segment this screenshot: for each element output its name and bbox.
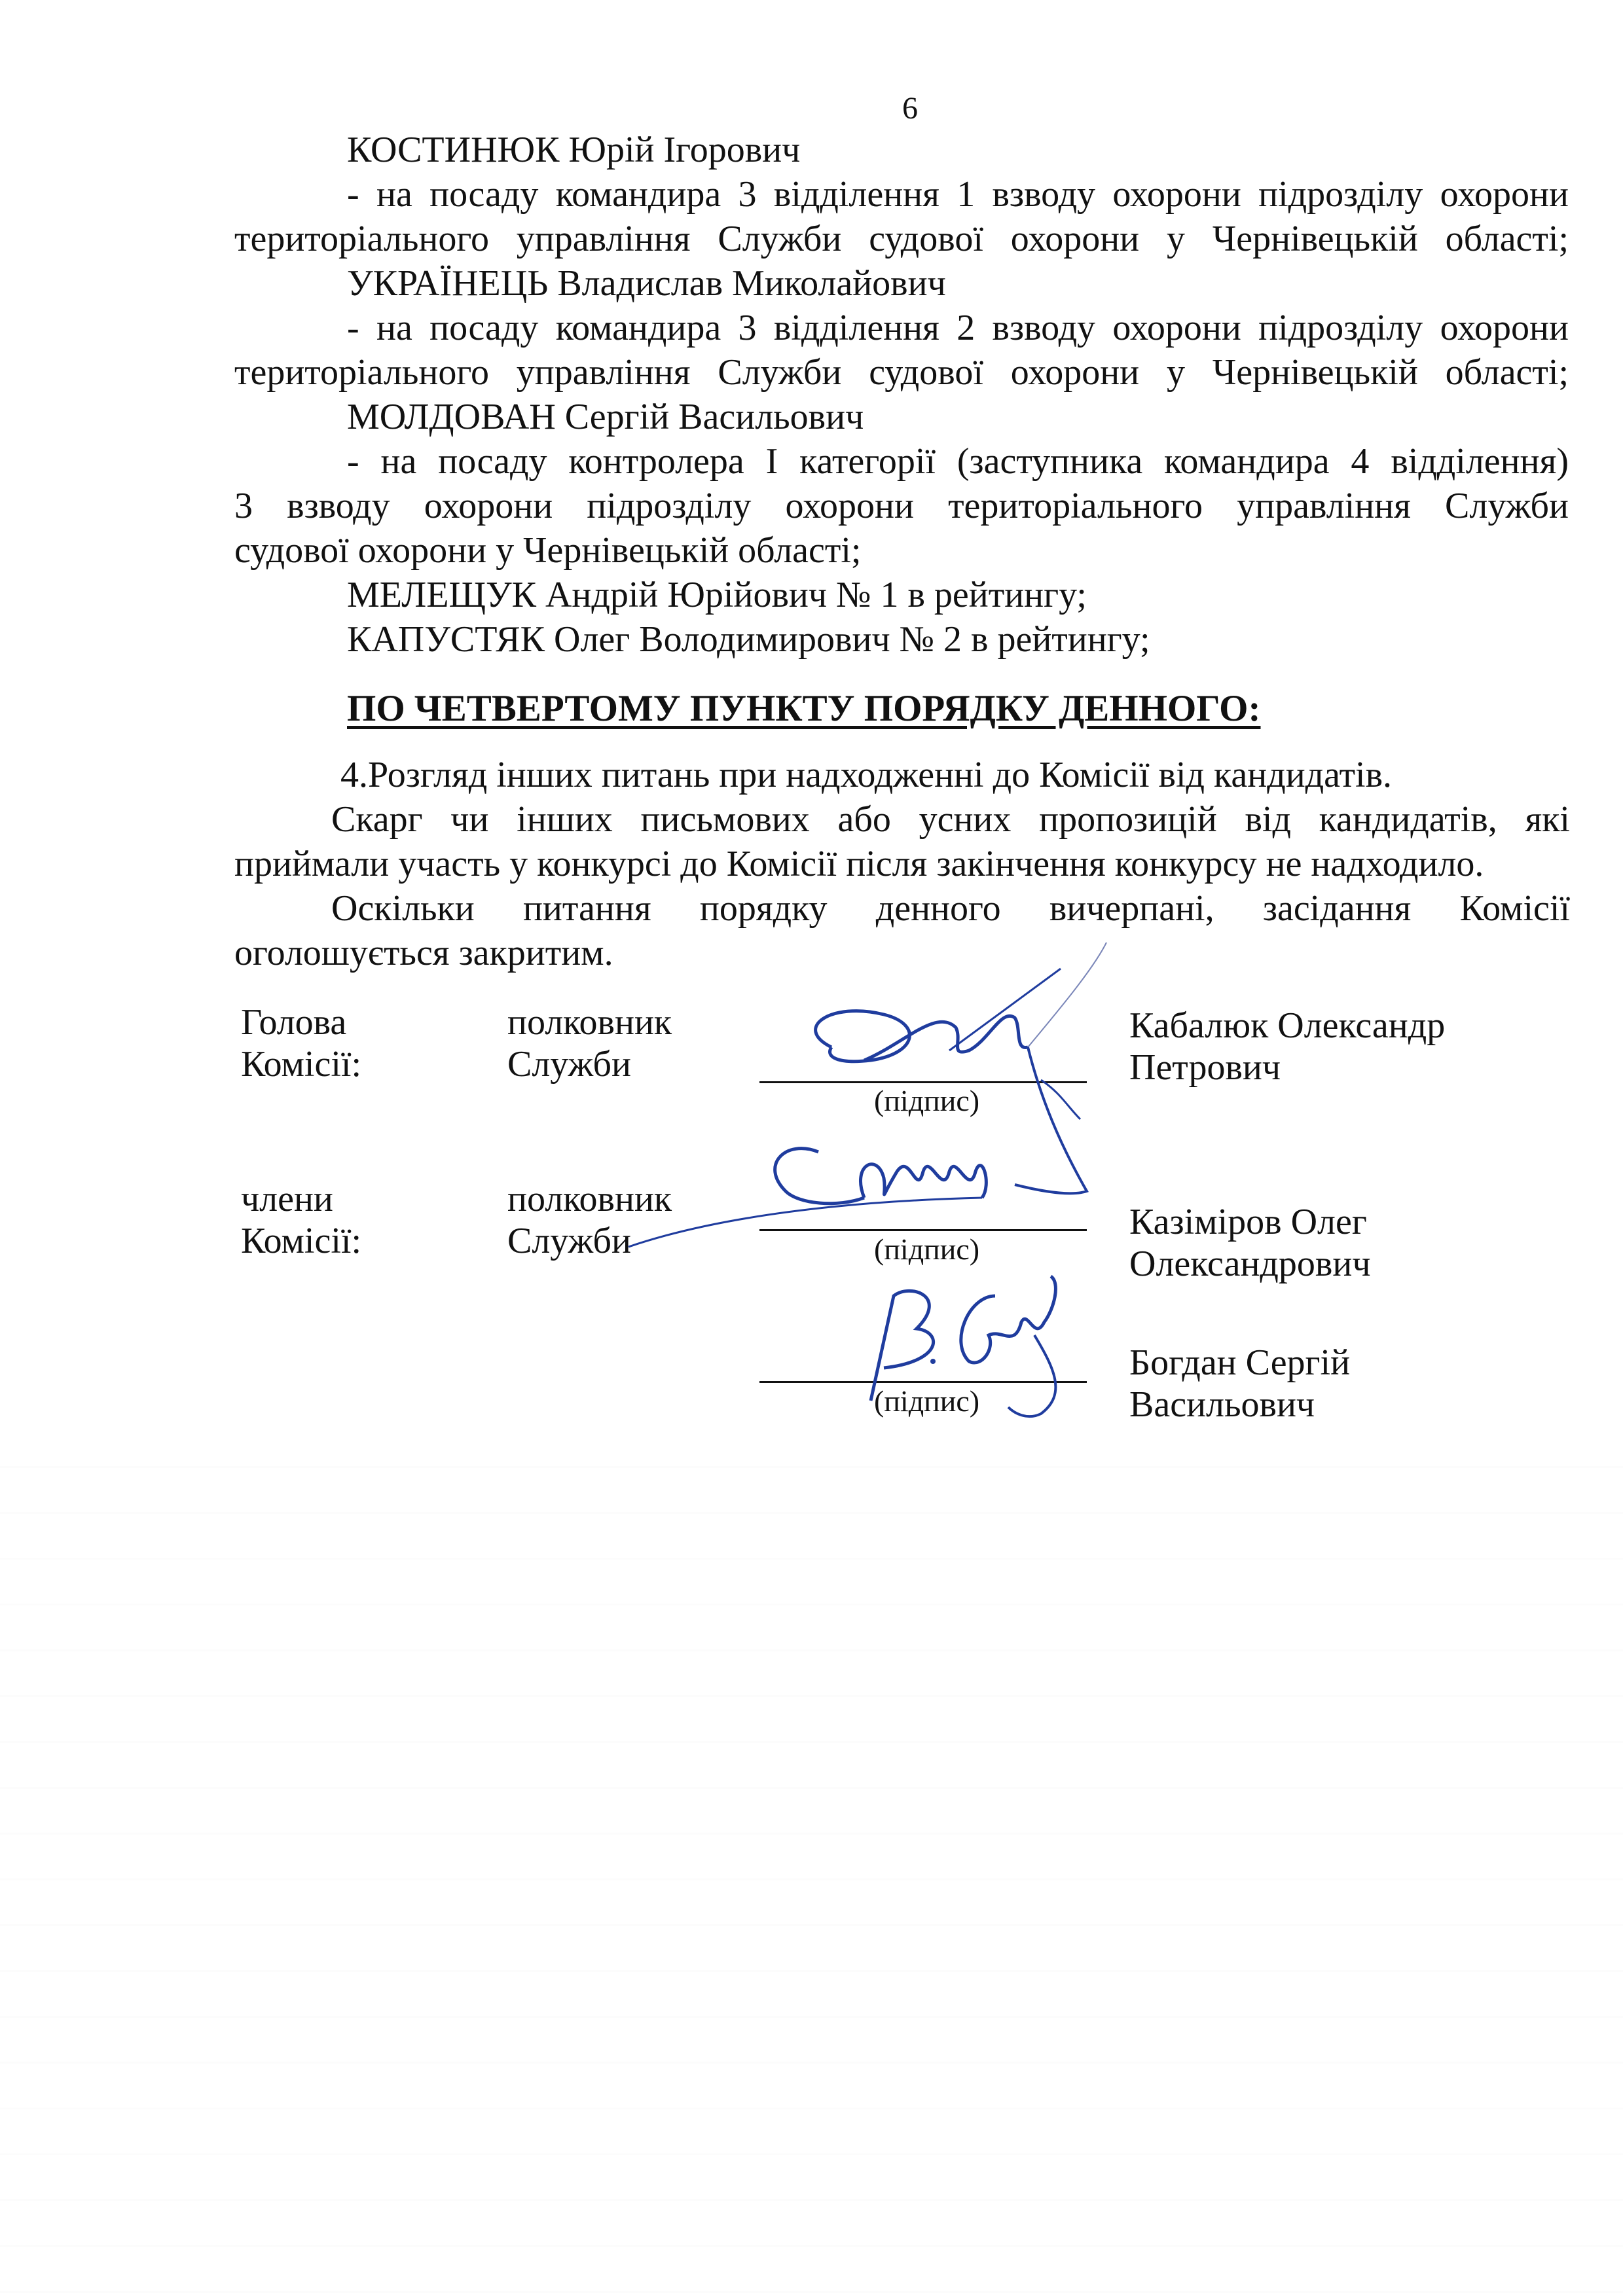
member-name: Богдан Сергій Васильович — [1129, 1342, 1351, 1425]
members-role: члени Комісії: — [241, 1179, 362, 1261]
signature-caption: (підпис) — [874, 1384, 980, 1418]
members-rank: полковник Служби — [507, 1179, 672, 1261]
rating-entry: КАПУСТЯК Олег Володимирович № 2 в рейтингу; — [347, 619, 1150, 660]
appointments-block — [234, 128, 1569, 662]
item-4-text: 4.Розгляд інших питань при надходженні до Комісії від кандидатів. — [340, 755, 1393, 795]
member-name: Казіміров Олег Олександрович — [1129, 1202, 1371, 1284]
chair-rank: полковник Служби — [507, 1002, 672, 1085]
closing-text: Оскільки питання порядку денного вичерпані, засідання Комісії — [331, 888, 1570, 929]
appointment-position-cont: територіального управління Служби судової охорони у Чернівецькій області; — [234, 219, 1569, 259]
appointment-position-cont: 3 взводу охорони підрозділу охорони територіального управління Служби — [234, 486, 1569, 526]
member-signature-mark — [589, 1126, 1061, 1257]
scan-bleedthrough — [0, 1466, 1623, 2296]
signature-caption: (підпис) — [874, 1084, 980, 1117]
page-number: 6 — [902, 91, 918, 126]
appointee-name: КОСТИНЮК Юрій Ігорович — [347, 130, 801, 170]
member-signature-mark — [818, 1270, 1093, 1420]
signature-caption: (підпис) — [874, 1232, 980, 1266]
appointment-position-cont: судової охорони у Чернівецькій області; — [234, 530, 862, 571]
appointee-name: МОЛДОВАН Сергій Васильович — [347, 397, 864, 437]
appointment-position: - на посаду командира 3 відділення 2 взводу охорони підрозділу охорони — [347, 308, 1569, 348]
complaints-text: Скарг чи інших письмових або усних пропозицій від кандидатів, які — [331, 799, 1570, 840]
appointment-position: - на посаду командира 3 відділення 1 взводу охорони підрозділу охорони — [347, 174, 1569, 215]
appointment-position-cont: територіального управління Служби судової охорони у Чернівецькій області; — [234, 352, 1569, 393]
appointment-position: - на посаду контролера І категорії (заступника командира 4 відділення) — [347, 441, 1569, 482]
complaints-text-cont: приймали участь у конкурсі до Комісії після закінчення конкурсу не надходило. — [234, 844, 1484, 884]
chair-role: Голова Комісії: — [241, 1002, 362, 1085]
section-heading: ПО ЧЕТВЕРТОМУ ПУНКТУ ПОРЯДКУ ДЕННОГО: — [347, 688, 1261, 729]
closing-text-cont: оголошується закритим. — [234, 933, 613, 973]
chair-name: Кабалюк Олександр Петрович — [1129, 1005, 1446, 1088]
appointee-name: УКРАЇНЕЦЬ Владислав Миколайович — [347, 263, 946, 304]
rating-entry: МЕЛЕЩУК Андрій Юрійович № 1 в рейтингу; — [347, 575, 1087, 615]
